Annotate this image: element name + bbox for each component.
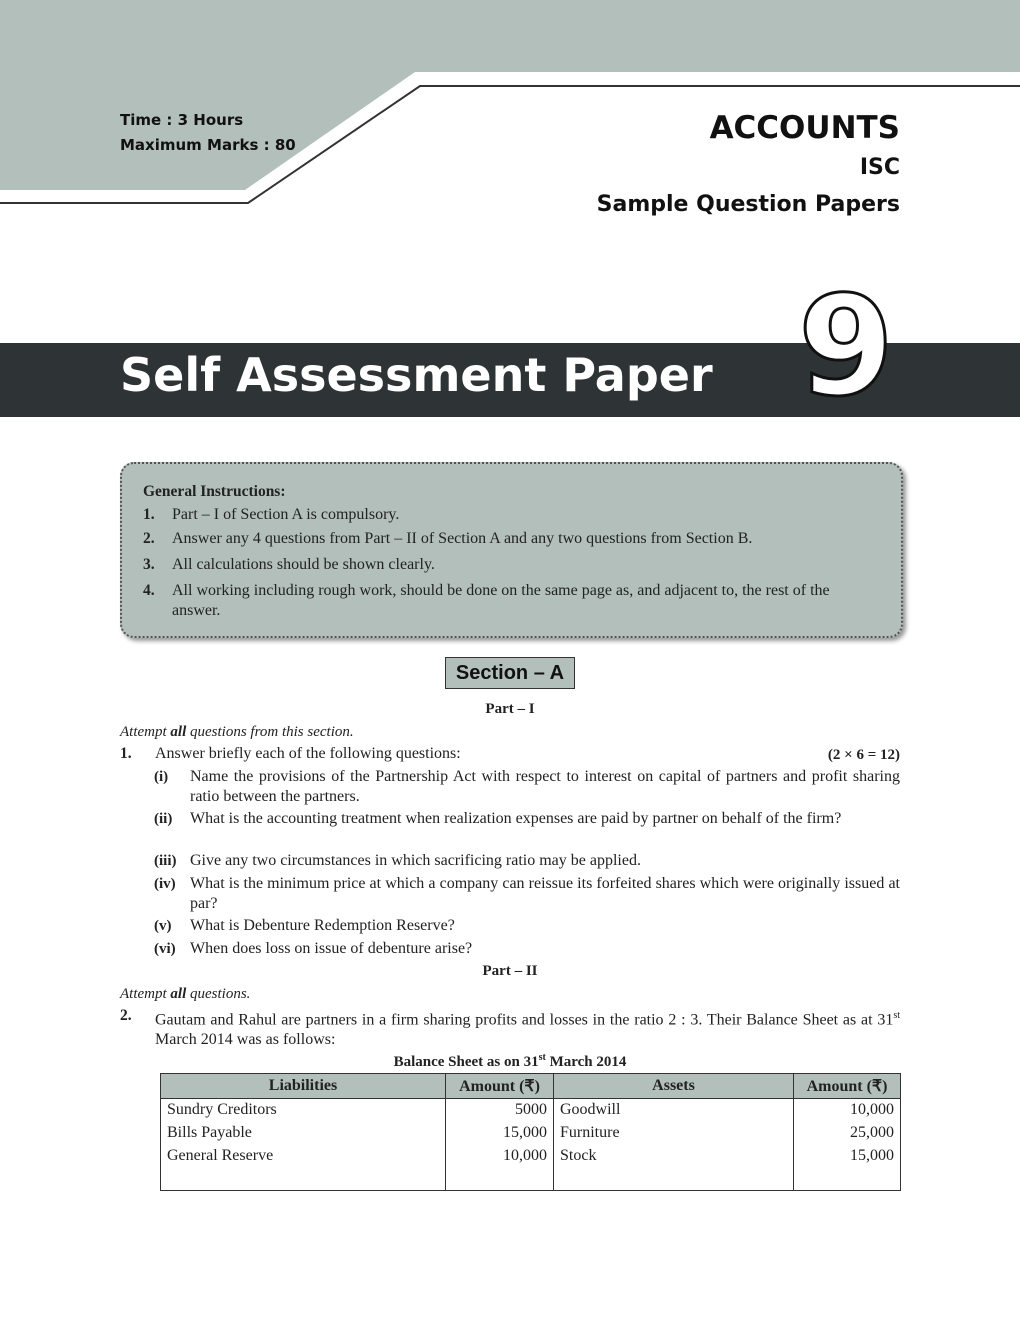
page-title: Self Assessment Paper [120, 348, 713, 402]
instruction-number: 2. [143, 530, 155, 547]
question-text: Gautam and Rahul are partners in a firm sharing profits and losses in the ratio 2 : 3. Their Balance Sheet as at 31st March 2014 was as follows: [155, 1010, 900, 1049]
subquestion-number: (v) [154, 918, 172, 934]
subquestion-text: What is the minimum price at which a company can reissue its forfeited shares which were originally issued at par? [190, 875, 900, 912]
series-label: Sample Question Papers [596, 192, 900, 217]
paper-number: 9 [798, 266, 895, 427]
subquestion-text: What is Debenture Redemption Reserve? [190, 917, 455, 934]
subquestion-text: Give any two circumstances in which sacrificing ratio may be applied. [190, 852, 641, 869]
board-label: ISC [859, 155, 900, 180]
subquestion-text: Name the provisions of the Partnership Act with respect to interest on capital of partners and profit sharing ratio between the partners. [190, 768, 900, 805]
table-row: General Reserve 10,000 Stock 15,000 [161, 1145, 901, 1168]
question-number: 2. [120, 1007, 132, 1024]
part-2-note: Attempt all questions. [120, 986, 251, 1002]
part-1-note: Attempt all questions from this section. [120, 724, 354, 740]
subquestion-number: (vi) [154, 941, 176, 957]
instruction-text: Answer any 4 questions from Part – II of Section A and any two questions from Section B. [172, 530, 753, 547]
subquestion-text: What is the accounting treatment when realization expenses are paid by partner on behalf of the firm? [190, 810, 842, 827]
column-header: Liabilities [161, 1074, 446, 1099]
instruction-number: 3. [143, 556, 155, 573]
balance-sheet-table [160, 1073, 901, 1191]
instruction-number: 4. [143, 582, 155, 599]
subquestion-number: (iii) [154, 853, 177, 869]
question-number: 1. [120, 745, 132, 762]
instructions-heading: General Instructions: [143, 483, 286, 500]
subquestion-number: (iv) [154, 876, 176, 892]
table-caption: Balance Sheet as on 31st March 2014 [393, 1052, 627, 1070]
instruction-number: 1. [143, 506, 155, 523]
instruction-text: All working including rough work, should be done on the same page as, and adjacent to, the rest of the answer. [172, 582, 830, 619]
max-marks-label: Maximum Marks : 80 [120, 136, 296, 154]
time-label: Time : 3 Hours [120, 111, 244, 129]
part-2-heading: Part – II [482, 963, 538, 979]
subquestion-text: When does loss on issue of debenture arise? [190, 940, 473, 957]
column-header: Amount (₹) [446, 1074, 554, 1099]
column-header: Amount (₹) [794, 1074, 901, 1099]
instruction-text: Part – I of Section A is compulsory. [172, 506, 400, 523]
part-1-heading: Part – I [485, 701, 535, 717]
subject-title: ACCOUNTS [709, 110, 900, 146]
question-text: Answer briefly each of the following questions: [155, 745, 461, 762]
section-title: Section – A [445, 657, 575, 689]
question-marks: (2 × 6 = 12) [827, 747, 900, 763]
table-row: Sundry Creditors 5000 Goodwill 10,000 [161, 1099, 901, 1122]
table-row: Bills Payable 15,000 Furniture 25,000 [161, 1122, 901, 1145]
instruction-text: All calculations should be shown clearly. [172, 556, 435, 573]
subquestion-number: (i) [154, 769, 169, 785]
column-header: Assets [554, 1074, 794, 1099]
subquestion-number: (ii) [154, 811, 173, 827]
